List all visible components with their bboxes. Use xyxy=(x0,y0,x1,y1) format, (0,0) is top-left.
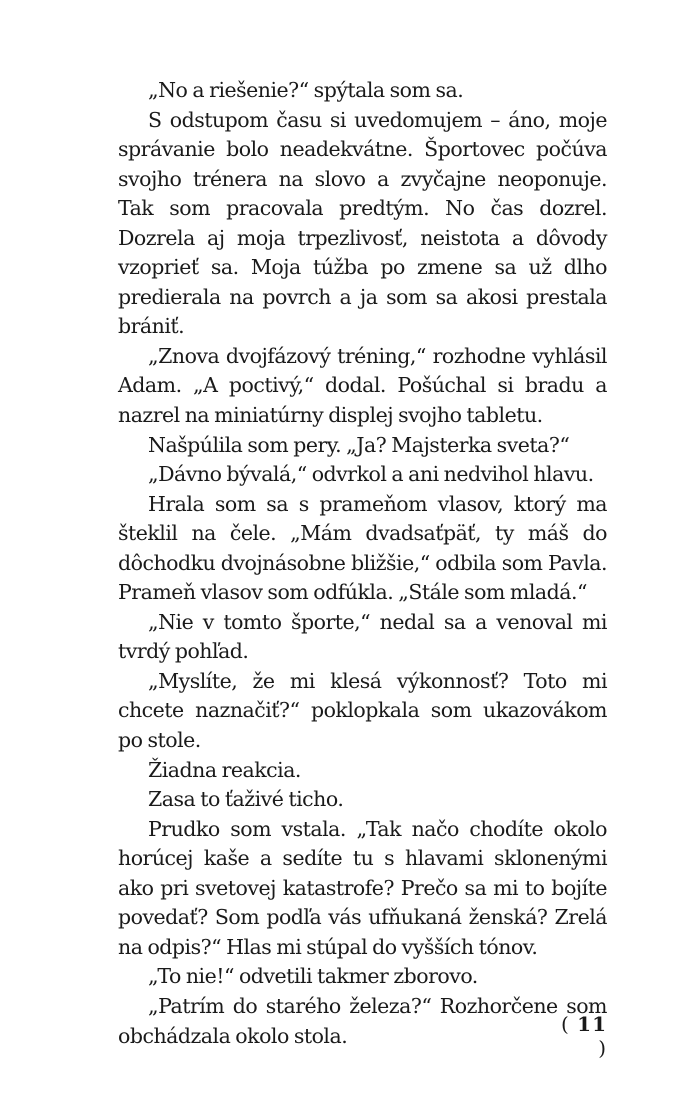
paragraph: „Nie v tomto športe,“ nedal sa a venoval mi tvrdý pohľad. xyxy=(118,609,607,664)
paragraph: Našpúlila som pery. „Ja? Majsterka sveta?“ xyxy=(148,432,570,457)
page-number-open-paren: ( xyxy=(560,1012,570,1036)
paragraph: Zasa to ťaživé ticho. xyxy=(148,787,344,812)
body-text xyxy=(118,76,607,1051)
paragraph: „Znova dvojfázový tréning,“ rozhodne vyhlásil Adam. „A poctivý,“ dodal. Pošúchal si bradu a nazrel na miniatúrny displej svojho tabletu. xyxy=(118,343,607,428)
paragraph: „Myslíte, že mi klesá výkonnosť? Toto mi chcete naznačiť?“ poklopkala som ukazovákom po stole. xyxy=(118,668,607,753)
paragraph: Hrala som sa s prameňom vlasov, ktorý ma šteklil na čele. „Mám dvadsaťpäť, ty máš do dôchodku dvojnásobne bližšie,“ odbila som Pavla. Prameň vlasov som odfúkla. „Stále som mladá.“ xyxy=(118,491,607,605)
paragraph: „No a riešenie?“ spýtala som sa. xyxy=(148,78,464,102)
paragraph: Žiadna reakcia. xyxy=(148,757,301,782)
page-number-value: 11 xyxy=(577,1012,607,1036)
page-number xyxy=(547,1012,607,1060)
paragraph: „To nie!“ odvetili takmer zborovo. xyxy=(148,964,478,989)
paragraph: S odstupom času si uvedomujem – áno, moje správanie bolo neadekvátne. Športovec počúva svojho trénera na slovo a zvyčajne neoponuje. Tak som pracovala predtým. No čas dozrel. Dozrela aj moja trpezlivosť, neistota a dôvody vzoprieť sa. Moja túžba po zmene sa už dlho predierala na povrch a ja som sa akosi prestala brániť. xyxy=(118,107,607,339)
page-number-close-paren: ) xyxy=(598,1036,607,1060)
paragraph: „Patrím do starého železa?“ Rozhorčene som obchádzala okolo stola. xyxy=(118,993,607,1048)
paragraph: Prudko som vstala. „Tak načo chodíte okolo horúcej kaše a sedíte tu s hlavami sklonenými ako pri svetovej katastrofe? Prečo sa mi to bojíte povedať? Som podľa vás ufňukaná ženská? Zrelá na odpis?“ Hlas mi stúpal do vyšších tónov. xyxy=(118,816,607,959)
paragraph: „Dávno bývalá,“ odvrkol a ani nedvihol hlavu. xyxy=(148,462,594,487)
